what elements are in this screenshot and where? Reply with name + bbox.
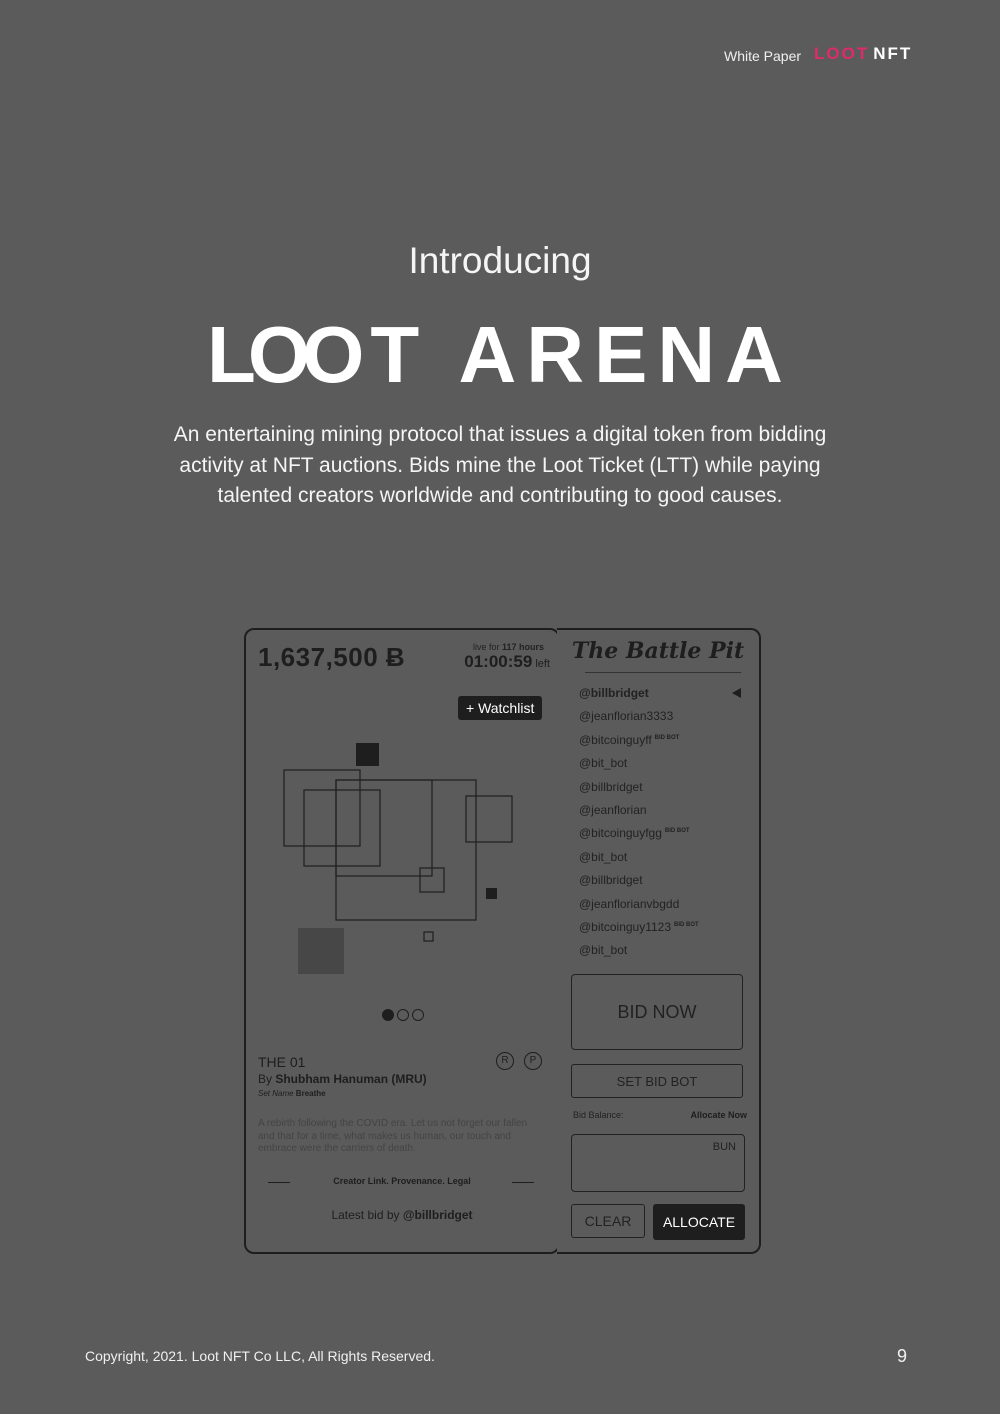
- bidder-row[interactable]: [579, 686, 749, 709]
- by-prefix: By: [258, 1072, 276, 1086]
- bidder-row[interactable]: [579, 756, 749, 779]
- bidder-row[interactable]: [579, 873, 749, 896]
- bidder-name: @jeanflorian3333: [579, 709, 674, 724]
- set-value: Breathe: [295, 1089, 326, 1098]
- bid-now-button[interactable]: BID NOW: [571, 974, 743, 1050]
- live-prefix: live for: [472, 642, 502, 652]
- logo-text-part2: T ARENA: [370, 310, 793, 399]
- intro-heading: Introducing: [408, 240, 592, 281]
- bidder-row[interactable]: [579, 826, 749, 849]
- r-badge-icon: R: [496, 1052, 514, 1070]
- leader-arrow-icon: [732, 688, 741, 698]
- bidder-name: @bitcoinguyfgg: [579, 826, 662, 841]
- bidder-name: @bit_bot: [579, 943, 628, 958]
- bun-input[interactable]: [571, 1134, 745, 1192]
- latest-bid: [246, 1208, 558, 1222]
- latest-bidder[interactable]: @billbridget: [402, 1208, 473, 1222]
- creator-links[interactable]: Creator Link. Provenance. Legal: [333, 1176, 471, 1186]
- bidder-row[interactable]: [579, 733, 749, 756]
- battle-pit-title: The Battle Pit: [571, 638, 745, 664]
- bid-bot-tag: BID BOT: [664, 828, 690, 835]
- logo-text-part1: LOO: [207, 310, 357, 399]
- set-name: [258, 1089, 326, 1098]
- logo-loot: LOOT: [814, 44, 870, 63]
- bidder-name: @jeanflorian: [579, 802, 647, 817]
- bidder-row[interactable]: [579, 709, 749, 732]
- latest-prefix: Latest bid by: [331, 1208, 403, 1222]
- bid-balance-label: Bid Balance:: [573, 1110, 624, 1120]
- clear-button[interactable]: CLEAR: [571, 1204, 645, 1238]
- timer-value: 01:00:59: [464, 652, 533, 671]
- bidder-row[interactable]: [579, 780, 749, 803]
- carousel-dot[interactable]: [397, 1009, 409, 1021]
- bidder-name: @bitcoinguy1123: [579, 919, 672, 934]
- bidder-name: @billbridget: [579, 779, 643, 794]
- battle-pit-panel: [557, 628, 761, 1254]
- bidder-list: [579, 686, 749, 967]
- timer-suffix: left: [535, 658, 550, 670]
- bidder-row[interactable]: [579, 943, 749, 966]
- loot-arena-logo: [0, 310, 1000, 399]
- divider: [585, 672, 741, 673]
- bidder-name: @bit_bot: [579, 849, 628, 864]
- bidder-name: @jeanflorianvbgdd: [579, 896, 680, 911]
- artwork-byline: [258, 1072, 427, 1086]
- bid-amount: 1,637,500 Ƀ: [258, 642, 406, 672]
- countdown-timer: [464, 652, 550, 672]
- allocate-button[interactable]: ALLOCATE: [653, 1204, 745, 1240]
- artwork-title: THE 01: [258, 1054, 306, 1070]
- tagline: An entertaining mining protocol that issues a digital token from bidding activity at NFT auctions. Bids mine the Loot Ticket (LTT) while paying talented creators worldwide and contributing to good causes.: [173, 423, 827, 507]
- artwork-image: [246, 730, 558, 990]
- set-label: Set Name: [258, 1089, 296, 1098]
- logo-nft: NFT: [873, 44, 913, 63]
- watchlist-button[interactable]: + Watchlist: [458, 696, 542, 720]
- divider: [512, 1182, 534, 1183]
- loot-nft-logo: [814, 44, 912, 64]
- bidder-name: @bit_bot: [579, 756, 628, 771]
- bidder-row[interactable]: [579, 897, 749, 920]
- bidder-name: @billbridget: [579, 873, 643, 888]
- bid-bot-tag: BID BOT: [674, 921, 699, 928]
- bidder-row[interactable]: [579, 850, 749, 873]
- creator-name[interactable]: Shubham Hanuman (MRU): [275, 1072, 427, 1086]
- carousel-dots: [382, 1008, 427, 1026]
- artwork-description: A rebirth following the COVID era. Let us not forget our fallen and that for a time, what makes us human, our touch and embrace were the carriers of death.: [258, 1118, 528, 1154]
- set-bid-bot-button[interactable]: SET BID BOT: [571, 1064, 743, 1098]
- bidder-name: @billbridget: [579, 686, 649, 700]
- auction-card: [244, 628, 560, 1254]
- bid-bot-tag: BID BOT: [654, 734, 680, 741]
- carousel-dot[interactable]: [382, 1009, 394, 1021]
- bidder-row[interactable]: [579, 803, 749, 826]
- carousel-dot[interactable]: [412, 1009, 424, 1021]
- p-badge-icon: P: [524, 1052, 542, 1070]
- copyright: Copyright, 2021. Loot NFT Co LLC, All Rights Reserved.: [85, 1348, 435, 1364]
- bidder-row[interactable]: [579, 920, 749, 943]
- live-hours: 117 hours: [501, 642, 544, 652]
- page-number: 9: [897, 1346, 908, 1366]
- header-label: White Paper: [724, 48, 802, 64]
- live-duration: [473, 642, 544, 652]
- bidder-name: @bitcoinguyff: [579, 732, 652, 747]
- allocate-now-link[interactable]: Allocate Now: [690, 1110, 747, 1120]
- bun-unit-label: BUN: [712, 1141, 736, 1153]
